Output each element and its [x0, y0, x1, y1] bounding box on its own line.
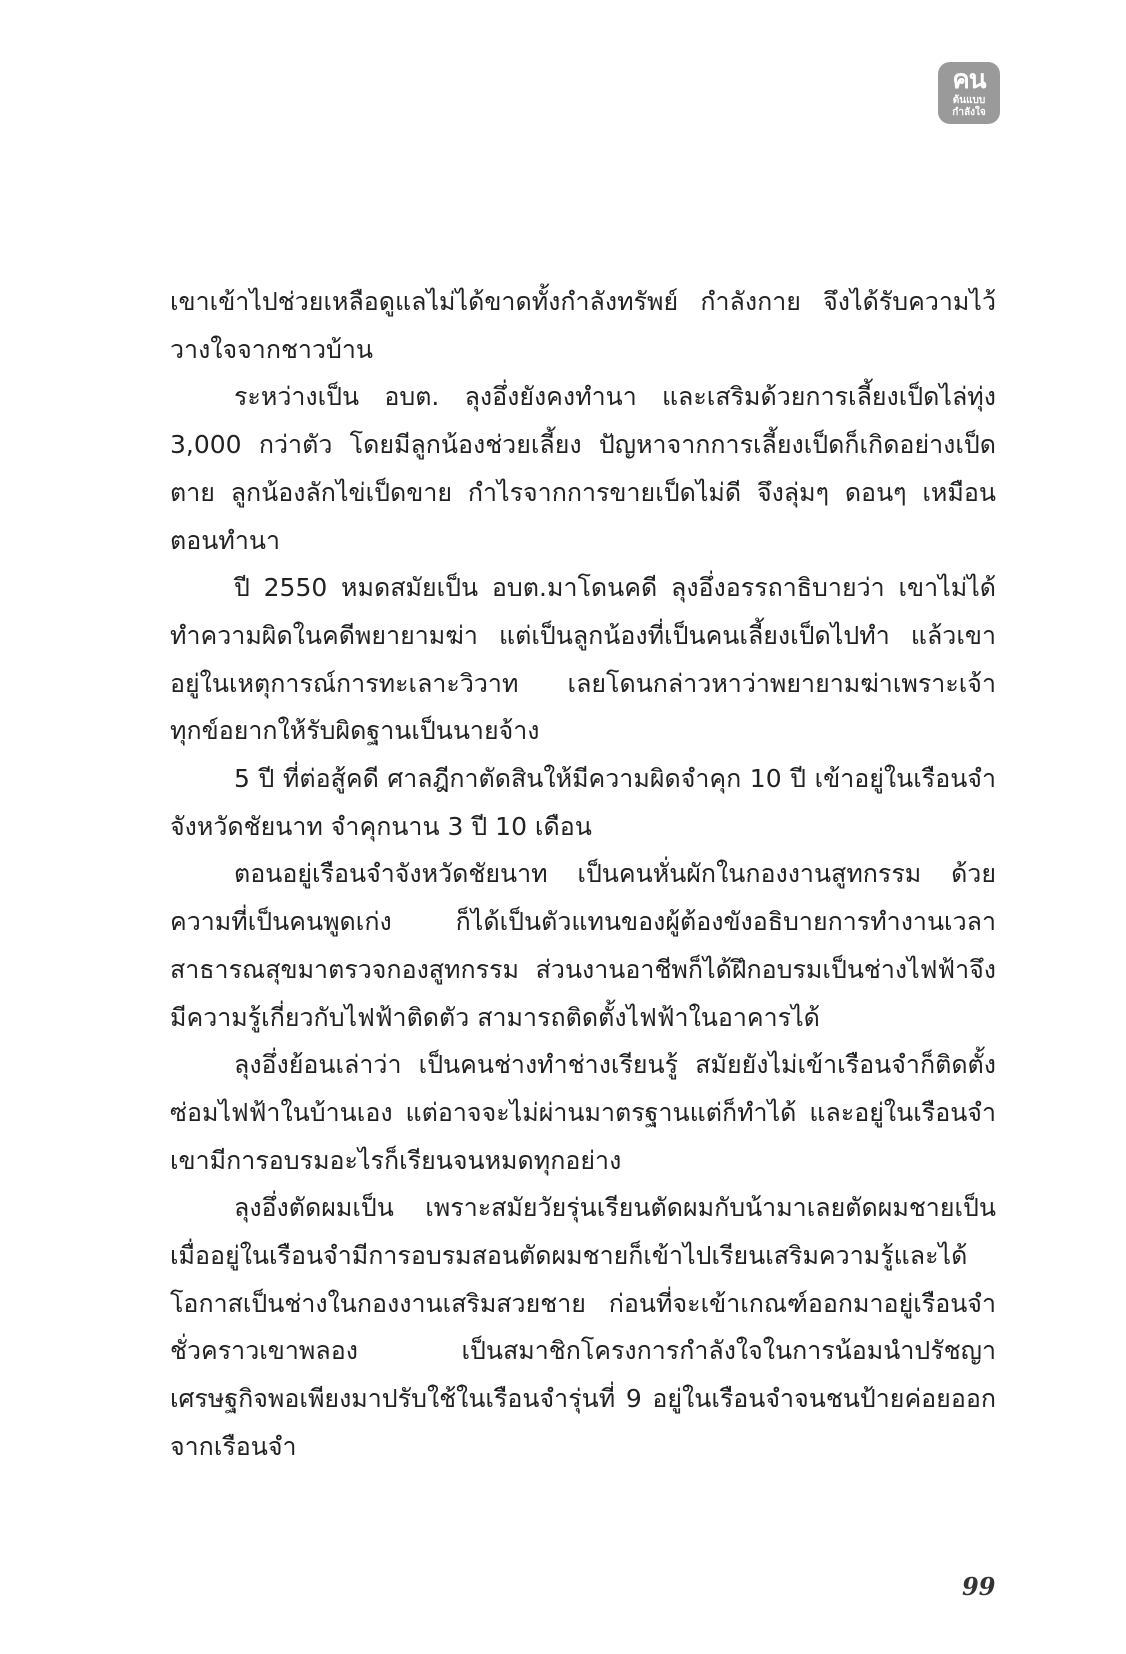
body-text: [170, 278, 996, 1471]
paragraph: ลุงอึ่งตัดผมเป็น เพราะสมัยวัยรุ่นเรียนตัดผมกับน้ามาเลยตัดผมชายเป็นเมื่ออยู่ในเรือนจำมีการอบรมสอนตัดผมชายก็เข้าไปเรียนเสริมความรู้และได้โอกาสเป็นช่างในกองงานเสริมสวยชาย ก่อนที่จะเข้าเกณฑ์ออกมาอยู่เรือนจำชั่วคราวเขาพลอง เป็นสมาชิกโครงการกำลังใจในการน้อมนำปรัชญาเศรษฐกิจพอเพียงมาปรับใช้ในเรือนจำรุ่นที่ 9 อยู่ในเรือนจำจนชนป้ายค่อยออกจากเรือนจำ: [170, 1193, 996, 1461]
paragraph: ลุงอึ่งย้อนเล่าว่า เป็นคนช่างทำช่างเรียนรู้ สมัยยังไม่เข้าเรือนจำก็ติดตั้งซ่อมไฟฟ้าในบ้านเอง แต่อาจจะไม่ผ่านมาตรฐานแต่ก็ทำได้ และอยู่ในเรือนจำเขามีการอบรมอะไรก็เรียนจนหมดทุกอย่าง: [170, 1050, 996, 1175]
paragraph: ปี 2550 หมดสมัยเป็น อบต.มาโดนคดี ลุงอึ่งอรรถาธิบายว่า เขาไม่ได้ทำความผิดในคดีพยายามฆ่า แต่เป็นลูกน้องที่เป็นคนเลี้ยงเป็ดไปทำ แล้วเขาอยู่ในเหตุการณ์การทะเลาะวิวาท เลยโดนกล่าวหาว่าพยายามฆ่าเพราะเจ้าทุกข์อยากให้รับผิดฐานเป็นนายจ้าง: [170, 573, 996, 746]
paragraph: เขาเข้าไปช่วยเหลือดูแลไม่ได้ขาดทั้งกำลังทรัพย์ กำลังกาย จึงได้รับความไว้วางใจจากชาวบ้าน: [170, 287, 996, 364]
page-number: 99: [962, 1572, 996, 1601]
badge-title: คน: [952, 65, 986, 95]
paragraph: ตอนอยู่เรือนจำจังหวัดชัยนาท เป็นคนหั่นผักในกองงานสูทกรรม ด้วยความที่เป็นคนพูดเก่ง ก็ได้เป็นตัวแทนของผู้ต้องขังอธิบายการทำงานเวลาสาธารณสุขมาตรวจกองสูทกรรม ส่วนงานอาชีพก็ได้ฝึกอบรมเป็นช่างไฟฟ้าจึงมีความรู้เกี่ยวกับไฟฟ้าติดตัว สามารถติดตั้งไฟฟ้าในอาคารได้: [170, 859, 996, 1032]
badge-subtitle-line1: ต้นแบบ: [952, 95, 986, 106]
badge-subtitle-line2: กำลังใจ: [952, 107, 986, 118]
paragraph: 5 ปี ที่ต่อสู้คดี ศาลฎีกาตัดสินให้มีความผิดจำคุก 10 ปี เข้าอยู่ในเรือนจำจังหวัดชัยนาท จำคุกนาน 3 ปี 10 เดือน: [170, 764, 996, 841]
book-logo-badge: [938, 62, 1000, 124]
paragraph: ระหว่างเป็น อบต. ลุงอึ่งยังคงทำนา และเสริมด้วยการเลี้ยงเป็ดไล่ทุ่ง 3,000 กว่าตัว โดยมีลูกน้องช่วยเลี้ยง ปัญหาจากการเลี้ยงเป็ดก็เกิดอย่างเป็ดตาย ลูกน้องลักไข่เป็ดขาย กำไรจากการขายเป็ดไม่ดี จึงลุ่มๆ ดอนๆ เหมือนตอนทำนา: [170, 382, 996, 555]
